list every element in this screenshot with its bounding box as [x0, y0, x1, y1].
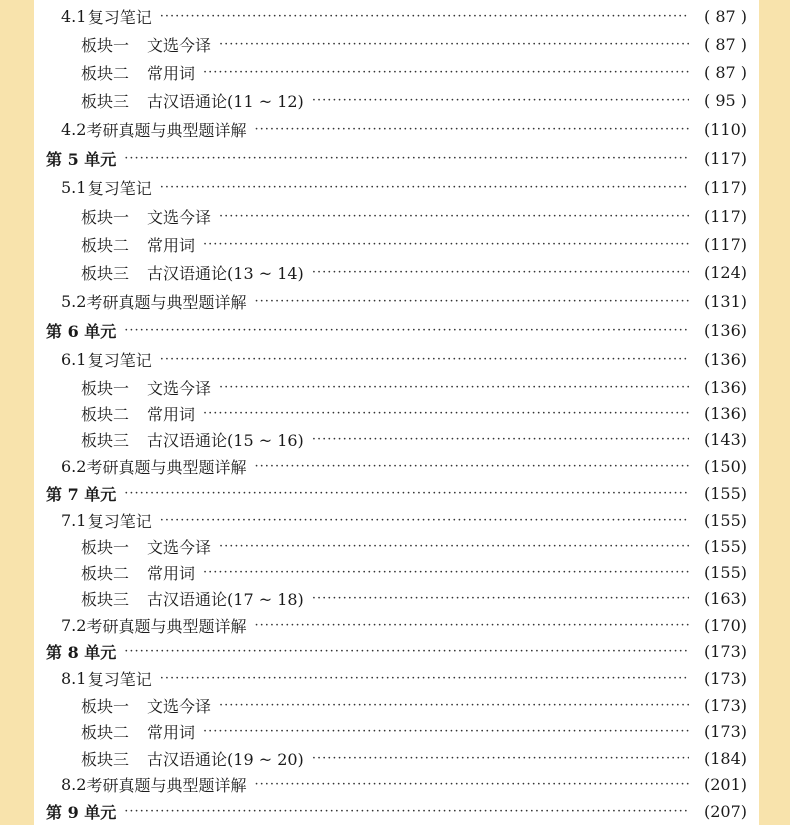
toc-page-number: (136): [703, 377, 747, 397]
toc-subsection-entry[interactable]: [34, 374, 759, 400]
toc-entry-subtitle: 文选今译: [147, 207, 212, 227]
dot-leader: [124, 486, 689, 501]
toc-section-number: 7.1: [61, 510, 87, 530]
dot-leader: [203, 565, 689, 580]
toc-page-number: ( 87 ): [703, 62, 747, 82]
toc-entry-title: 第 7 单元: [46, 484, 117, 504]
toc-entry-title: [81, 89, 304, 112]
dot-leader: [124, 151, 689, 166]
toc-unit-entry[interactable]: [34, 638, 759, 664]
toc-entry-label: 板块三: [81, 263, 130, 283]
toc-page-number: (173): [703, 641, 747, 661]
dot-leader: [219, 380, 689, 395]
toc-entry-title: 考研真题与典型题详解: [86, 292, 247, 312]
toc-page-number: (155): [703, 510, 747, 530]
toc-section-number: 7.2: [61, 615, 87, 635]
toc-entry-title: [81, 205, 211, 228]
toc-subsection-entry[interactable]: [34, 400, 759, 426]
toc-subsection-entry[interactable]: [34, 59, 759, 85]
toc-entry-title: [81, 587, 304, 610]
toc-page-number: (201): [703, 774, 747, 794]
toc-section-number: 8.2: [61, 774, 87, 794]
toc-entry-title: [81, 261, 304, 284]
dot-leader: [203, 65, 689, 80]
toc-entry-label: 板块二: [81, 63, 130, 83]
toc-page-number: (155): [703, 562, 747, 582]
toc-entry-subtitle: 常用词: [147, 563, 196, 583]
toc-subsection-entry[interactable]: [34, 533, 759, 559]
toc-entry-title: 考研真题与典型题详解: [86, 616, 247, 636]
toc-unit-entry[interactable]: [34, 145, 759, 171]
dot-leader: [312, 265, 689, 280]
toc-page-number: ( 95 ): [703, 90, 747, 110]
toc-page-number: (131): [703, 291, 747, 311]
toc-entry-title: 复习笔记: [87, 669, 152, 689]
toc-page-number: (155): [703, 536, 747, 556]
toc-entry-title: [81, 428, 304, 451]
toc-page: [34, 0, 759, 825]
toc-unit-entry[interactable]: [34, 798, 759, 824]
dot-leader: [160, 352, 689, 367]
toc-entry-label: 板块三: [81, 749, 130, 769]
toc-subsection-entry[interactable]: [34, 718, 759, 744]
toc-section-number: 4.1: [61, 6, 87, 26]
toc-page-number: (117): [703, 148, 747, 168]
dot-leader: [254, 459, 689, 474]
toc-subsection-entry[interactable]: [34, 203, 759, 229]
dot-leader: [254, 122, 689, 137]
dot-leader: [254, 294, 689, 309]
toc-entry-label: 板块一: [81, 378, 130, 398]
toc-page-number: (173): [703, 668, 747, 688]
toc-page-number: (155): [703, 483, 747, 503]
toc-subsection-entry[interactable]: [34, 426, 759, 452]
toc-page-number: (117): [703, 177, 747, 197]
toc-section-entry[interactable]: [34, 3, 759, 29]
toc-entry-title: 考研真题与典型题详解: [86, 120, 247, 140]
dot-leader: [124, 644, 689, 659]
toc-section-entry[interactable]: [34, 288, 759, 314]
toc-section-entry[interactable]: [34, 116, 759, 142]
toc-entry-title: 复习笔记: [87, 178, 152, 198]
dot-leader: [312, 432, 689, 447]
dot-leader: [203, 406, 689, 421]
toc-section-number: 5.1: [61, 177, 87, 197]
dot-leader: [124, 323, 689, 338]
toc-entry-subtitle: 文选今译: [147, 696, 212, 716]
dot-leader: [219, 209, 689, 224]
dot-leader: [219, 698, 689, 713]
toc-unit-entry[interactable]: [34, 480, 759, 506]
dot-leader: [254, 618, 689, 633]
toc-entry-label: 板块一: [81, 696, 130, 716]
dot-leader: [254, 777, 689, 792]
toc-section-entry[interactable]: [34, 174, 759, 200]
toc-unit-entry[interactable]: [34, 317, 759, 343]
toc-page-number: ( 87 ): [703, 6, 747, 26]
toc-section-entry[interactable]: [34, 507, 759, 533]
toc-entry-title: 考研真题与典型题详解: [86, 457, 247, 477]
dot-leader: [312, 591, 689, 606]
toc-entry-title: 复习笔记: [87, 511, 152, 531]
toc-subsection-entry[interactable]: [34, 559, 759, 585]
toc-entry-subtitle: 古汉语通论(19 ~ 20): [147, 749, 304, 769]
toc-entry-label: 板块三: [81, 430, 130, 450]
toc-page-number: (163): [703, 588, 747, 608]
toc-page-number: (207): [703, 801, 747, 821]
toc-entry-subtitle: 常用词: [147, 404, 196, 424]
toc-page-number: (117): [703, 206, 747, 226]
toc-entry-label: 板块二: [81, 722, 130, 742]
toc-entry-subtitle: 常用词: [147, 722, 196, 742]
toc-section-entry[interactable]: [34, 453, 759, 479]
dot-leader: [160, 180, 689, 195]
toc-entry-label: 板块一: [81, 35, 130, 55]
dot-leader: [124, 804, 689, 819]
toc-section-number: 6.1: [61, 349, 87, 369]
toc-subsection-entry[interactable]: [34, 259, 759, 285]
toc-entry-title: 第 9 单元: [46, 802, 117, 822]
toc-entry-title: [81, 561, 195, 584]
toc-page-number: (136): [703, 403, 747, 423]
toc-page-number: (117): [703, 234, 747, 254]
toc-section-number: 8.1: [61, 668, 87, 688]
toc-entry-title: 第 8 单元: [46, 642, 117, 662]
dot-leader: [160, 671, 689, 686]
toc-section-entry[interactable]: [34, 612, 759, 638]
toc-entry-label: 板块二: [81, 404, 130, 424]
toc-subsection-entry[interactable]: [34, 585, 759, 611]
toc-entry-title: [81, 233, 195, 256]
toc-page-number: (173): [703, 721, 747, 741]
dot-leader: [219, 539, 689, 554]
toc-page-number: (184): [703, 748, 747, 768]
toc-page-number: (143): [703, 429, 747, 449]
toc-entry-subtitle: 古汉语通论(13 ~ 14): [147, 263, 304, 283]
toc-entry-subtitle: 常用词: [147, 235, 196, 255]
toc-page-number: (136): [703, 320, 747, 340]
toc-entry-subtitle: 古汉语通论(15 ~ 16): [147, 430, 304, 450]
toc-entry-label: 板块二: [81, 235, 130, 255]
dot-leader: [312, 93, 689, 108]
toc-page-number: ( 87 ): [703, 34, 747, 54]
toc-entry-title: 复习笔记: [87, 7, 152, 27]
toc-entry-title: 第 5 单元: [46, 149, 117, 169]
toc-entry-title: [81, 694, 211, 717]
toc-section-number: 6.2: [61, 456, 87, 476]
toc-entry-title: [81, 61, 195, 84]
toc-section-number: 5.2: [61, 291, 87, 311]
dot-leader: [160, 513, 689, 528]
toc-entry-title: 第 6 单元: [46, 321, 117, 341]
toc-page-number: (124): [703, 262, 747, 282]
dot-leader: [312, 751, 689, 766]
toc-section-entry[interactable]: [34, 346, 759, 372]
toc-entry-subtitle: 文选今译: [147, 378, 212, 398]
toc-entry-label: 板块三: [81, 589, 130, 609]
toc-entry-title: [81, 376, 211, 399]
toc-entry-title: [81, 720, 195, 743]
toc-subsection-entry[interactable]: [34, 87, 759, 113]
toc-subsection-entry[interactable]: [34, 231, 759, 257]
toc-page-number: (150): [703, 456, 747, 476]
toc-entry-subtitle: 常用词: [147, 63, 196, 83]
toc-entry-subtitle: 文选今译: [147, 35, 212, 55]
toc-entry-title: 复习笔记: [87, 350, 152, 370]
toc-entry-subtitle: 古汉语通论(11 ~ 12): [147, 91, 304, 111]
toc-page-number: (136): [703, 349, 747, 369]
toc-entry-title: [81, 535, 211, 558]
toc-subsection-entry[interactable]: [34, 745, 759, 771]
dot-leader: [203, 724, 689, 739]
toc-entry-title: 考研真题与典型题详解: [86, 775, 247, 795]
toc-page-number: (110): [703, 119, 747, 139]
toc-entry-subtitle: 文选今译: [147, 537, 212, 557]
toc-section-entry[interactable]: [34, 665, 759, 691]
toc-subsection-entry[interactable]: [34, 31, 759, 57]
toc-entry-label: 板块一: [81, 537, 130, 557]
toc-page-number: (173): [703, 695, 747, 715]
dot-leader: [203, 237, 689, 252]
toc-section-number: 4.2: [61, 119, 87, 139]
toc-page-number: (170): [703, 615, 747, 635]
toc-entry-label: 板块三: [81, 91, 130, 111]
toc-entry-subtitle: 古汉语通论(17 ~ 18): [147, 589, 304, 609]
toc-entry-label: 板块一: [81, 207, 130, 227]
toc-section-entry[interactable]: [34, 771, 759, 797]
dot-leader: [160, 9, 689, 24]
dot-leader: [219, 37, 689, 52]
toc-entry-title: [81, 33, 211, 56]
toc-subsection-entry[interactable]: [34, 692, 759, 718]
toc-entry-label: 板块二: [81, 563, 130, 583]
toc-entry-title: [81, 402, 195, 425]
toc-entry-title: [81, 747, 304, 770]
